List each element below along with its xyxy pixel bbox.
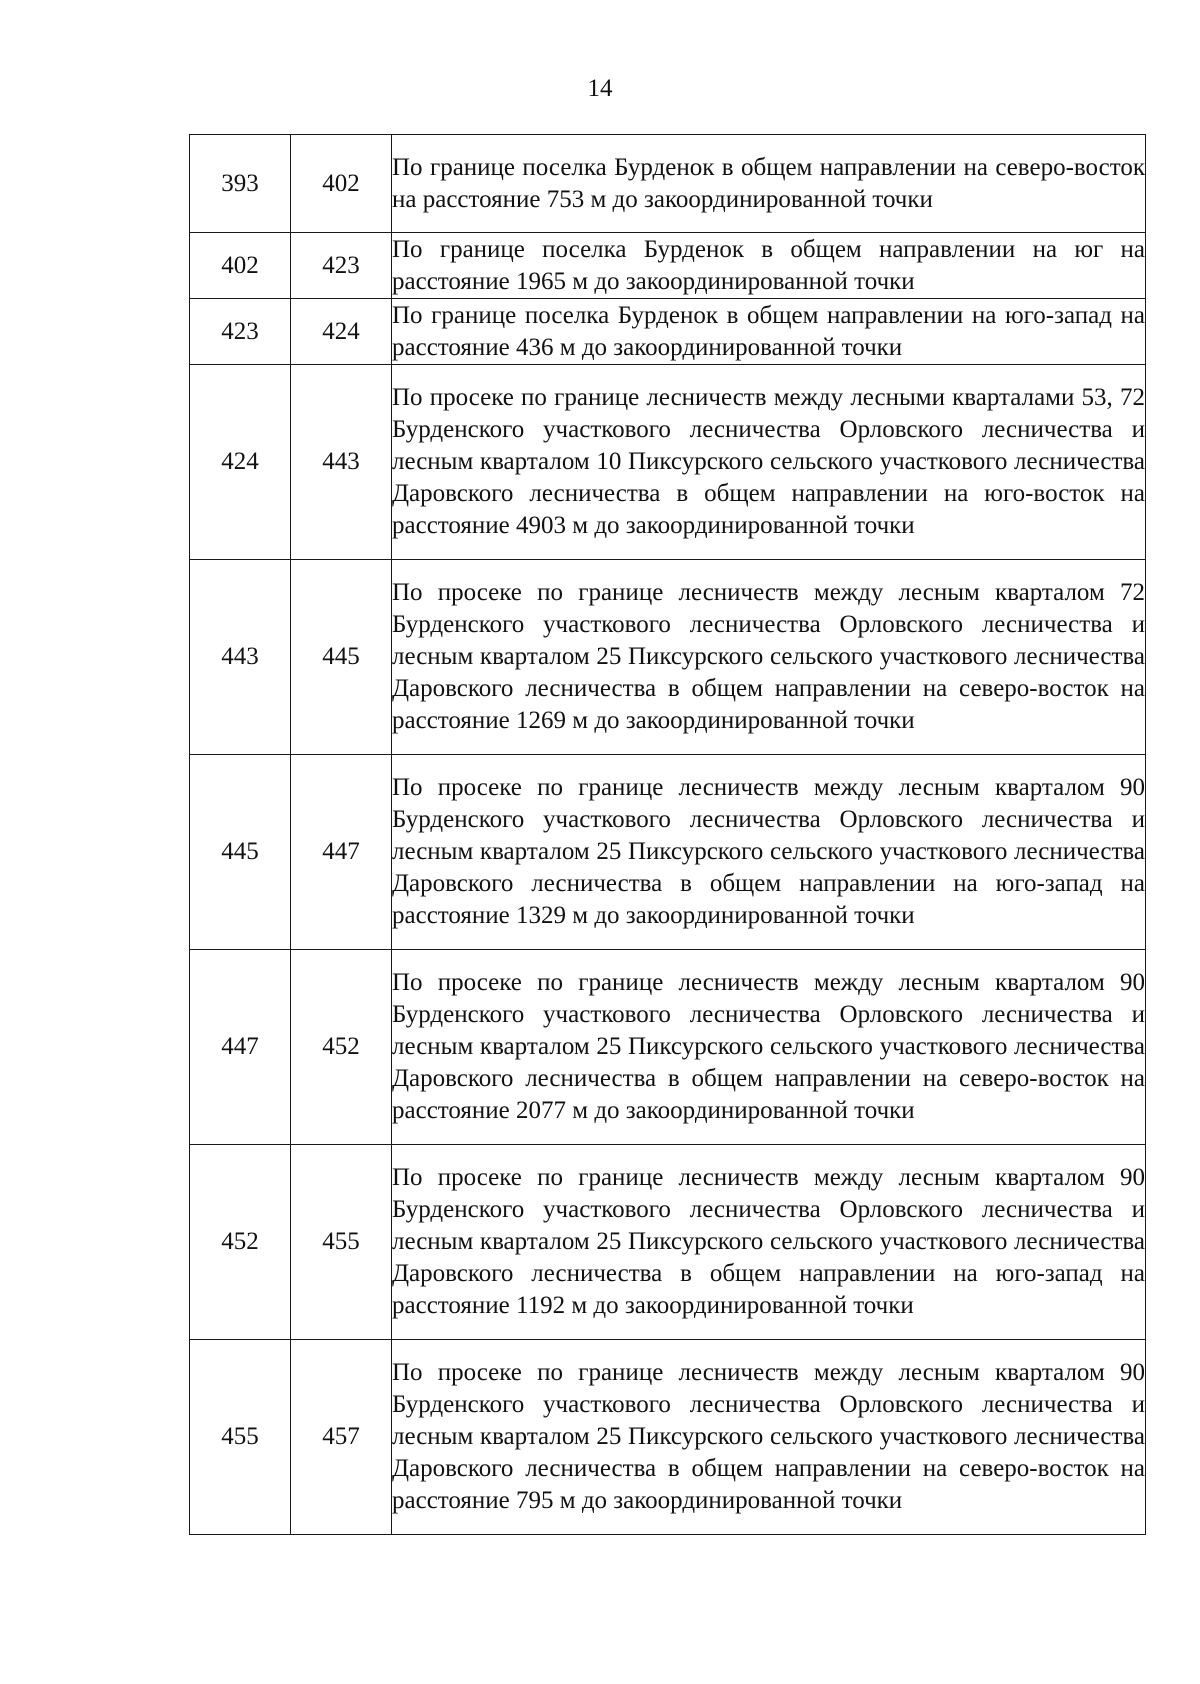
description-cell: По границе поселка Бурденок в общем направлении на северо-восток на расстояние 753 м до закоординированной точки xyxy=(392,135,1146,233)
table-row xyxy=(190,299,1146,365)
table-row xyxy=(190,233,1146,299)
boundary-description-table xyxy=(189,134,1146,1535)
point-to-cell: 452 xyxy=(291,950,392,1145)
description-cell: По просеке по границе лесничеств между лесным кварталом 90 Бурденского участкового лесничества Орловского лесничества и лесным кварталом 25 Пиксурского сельского участкового лесничества Даровского лесничества в общем направлении на юго-запад на расстояние 1192 м до закоординированной точки xyxy=(392,1145,1146,1340)
point-from-cell: 452 xyxy=(190,1145,291,1340)
description-cell: По просеке по границе лесничеств между лесным кварталом 90 Бурденского участкового лесничества Орловского лесничества и лесным кварталом 25 Пиксурского сельского участкового лесничества Даровского лесничества в общем направлении на северо-восток на расстояние 2077 м до закоординированной точки xyxy=(392,950,1146,1145)
point-to-cell: 457 xyxy=(291,1340,392,1535)
description-cell: По границе поселка Бурденок в общем направлении на юг на расстояние 1965 м до закоординированной точки xyxy=(392,233,1146,299)
point-from-cell: 393 xyxy=(190,135,291,233)
table-row xyxy=(190,365,1146,560)
point-from-cell: 423 xyxy=(190,299,291,365)
point-from-cell: 443 xyxy=(190,560,291,755)
point-to-cell: 424 xyxy=(291,299,392,365)
table-row xyxy=(190,560,1146,755)
point-from-cell: 447 xyxy=(190,950,291,1145)
point-to-cell: 455 xyxy=(291,1145,392,1340)
description-cell: По границе поселка Бурденок в общем направлении на юго-запад на расстояние 436 м до закоординированной точки xyxy=(392,299,1146,365)
table-row xyxy=(190,950,1146,1145)
point-from-cell: 402 xyxy=(190,233,291,299)
point-to-cell: 445 xyxy=(291,560,392,755)
point-to-cell: 423 xyxy=(291,233,392,299)
point-to-cell: 402 xyxy=(291,135,392,233)
table-row xyxy=(190,1340,1146,1535)
table-row xyxy=(190,1145,1146,1340)
point-to-cell: 447 xyxy=(291,755,392,950)
table-row xyxy=(190,755,1146,950)
table-row xyxy=(190,135,1146,233)
point-from-cell: 445 xyxy=(190,755,291,950)
point-from-cell: 424 xyxy=(190,365,291,560)
description-cell: По просеке по границе лесничеств между лесными кварталами 53, 72 Бурденского участкового лесничества Орловского лесничества и лесным кварталом 10 Пиксурского сельского участкового лесничества Даровского лесничества в общем направлении на юго-восток на расстояние 4903 м до закоординированной точки xyxy=(392,365,1146,560)
point-to-cell: 443 xyxy=(291,365,392,560)
description-cell: По просеке по границе лесничеств между лесным кварталом 90 Бурденского участкового лесничества Орловского лесничества и лесным кварталом 25 Пиксурского сельского участкового лесничества Даровского лесничества в общем направлении на северо-восток на расстояние 795 м до закоординированной точки xyxy=(392,1340,1146,1535)
point-from-cell: 455 xyxy=(190,1340,291,1535)
description-cell: По просеке по границе лесничеств между лесным кварталом 72 Бурденского участкового лесничества Орловского лесничества и лесным кварталом 25 Пиксурского сельского участкового лесничества Даровского лесничества в общем направлении на северо-восток на расстояние 1269 м до закоординированной точки xyxy=(392,560,1146,755)
description-cell: По просеке по границе лесничеств между лесным кварталом 90 Бурденского участкового лесничества Орловского лесничества и лесным кварталом 25 Пиксурского сельского участкового лесничества Даровского лесничества в общем направлении на юго-запад на расстояние 1329 м до закоординированной точки xyxy=(392,755,1146,950)
page-number: 14 xyxy=(587,75,613,102)
